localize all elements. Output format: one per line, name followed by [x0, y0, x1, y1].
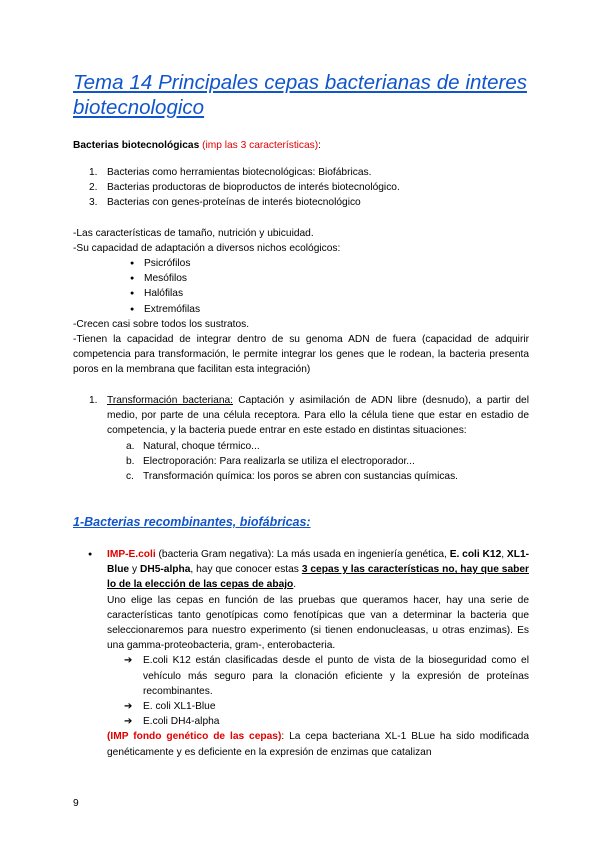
strain-dh5-alpha: DH5-alpha [140, 564, 191, 576]
ecoli-paragraph-2: Uno elige las cepas en función de las pruebas que queramos hacer, hay una serie de características tanto genotípicas como fenotípicas que van a determinar la bacteria que seleccionaremos para nuestro experimento (si tienen endonucleasas, u otras enzimas). Es una gamma-proteobacteria, gram-, enterobacteria. [107, 594, 529, 652]
list-item: ● Psicrófilos [73, 256, 529, 271]
list-text: Bacterias productoras de bioproductos de interés biotecnológico. [107, 182, 400, 194]
list-letter: c. [126, 471, 134, 483]
text-fragment: , hay que conocer estas [190, 564, 302, 576]
list-text: Bacterias como herramientas biotecnológicas: Biofábricas. [107, 167, 372, 178]
list-letter: b. [126, 455, 135, 467]
arrow-icon: ➔ [124, 701, 133, 713]
paragraph-integration: -Tienen la capacidad de integrar dentro de su genoma ADN de fuera (capacidad de adquirir competencia para transformación, le permite integrar los genes que le rodean, la bacteria presenta poros en la membrana que facilitan esta integración) [73, 334, 529, 376]
bullet-list-niches [73, 256, 529, 317]
section-heading-recombinantes: 1-Bacterias recombinantes, biofábricas: [73, 515, 311, 529]
heading-note: (imp las 3 características) [202, 140, 319, 151]
text-fragment: (bacteria Gram negativa): La más usada en ingeniería genética, [155, 549, 450, 560]
list-text: Bacterias con genes-proteínas de interés biotecnológico [107, 197, 361, 209]
list-item [126, 439, 529, 454]
arrow-text: E.coli DH4-alpha [143, 716, 220, 728]
transformation-item [73, 393, 529, 484]
ecoli-bullet [73, 547, 529, 760]
arrow-item [107, 714, 529, 729]
list-number: 1. [89, 167, 98, 178]
list-item [73, 180, 529, 195]
paragraph-adaptation: -Su capacidad de adaptación a diversos nichos ecológicos: [73, 243, 341, 254]
paragraph-characteristics: -Las características de tamaño, nutrición y ubicuidad. [73, 228, 314, 239]
imp-ecoli-label: IMP-E.coli [107, 549, 156, 560]
list-number: 3. [89, 197, 98, 209]
ecoli-paragraph-3 [107, 729, 529, 759]
page-number: 9 [73, 798, 79, 809]
heading-bacterias-biotecnologicas [73, 138, 529, 153]
heading-main: Bacterias biotecnológicas [73, 140, 200, 151]
document-title: Tema 14 Principales cepas bacterianas de interes biotecnologico [73, 71, 527, 119]
transformation-term: Transformación bacteriana: [107, 395, 233, 406]
strain-k12: E. coli K12 [449, 549, 502, 560]
list-item: ● Halófilas [73, 286, 529, 301]
list-item [126, 454, 529, 469]
heading-colon: : [318, 140, 322, 151]
numbered-list-bacteria-types [73, 165, 529, 211]
text-fragment: . [293, 579, 297, 591]
arrow-text: E. coli XL1-Blue [143, 701, 216, 713]
list-item [73, 195, 529, 210]
paragraph-substrates: -Crecen casi sobre todos los sustratos. [73, 319, 250, 330]
list-text: Electroporación: Para realizarla se utiliza el electroporador... [143, 455, 415, 467]
list-item [73, 165, 529, 180]
transformation-sublist [126, 439, 529, 485]
list-item: ● Mesófilos [73, 271, 529, 286]
emphasis-underlined: 3 cepas y las características no, hay que saber lo de la elección de las cepas de abajo [107, 564, 529, 591]
list-number: 1. [89, 395, 98, 406]
arrow-icon: ➔ [124, 655, 133, 667]
arrow-item [107, 699, 529, 714]
imp-fondo-genetico-label: (IMP fondo genético de las cepas) [107, 731, 282, 743]
transformation-text: Captación y asimilación de ADN libre (desnudo), a partir del medio, por parte de una célula receptora. Para ello la célula tiene que estar en estadio de competencia, y la bacteria puede entrar en este estado en distintas situaciones: [107, 395, 529, 437]
arrow-text: E.coli K12 están clasificadas desde el punto de vista de la bioseguridad como el vehículo más seguro para la clonación eficiente y la expresión de proteínas recombinantes. [143, 655, 529, 697]
text-fragment: : La cepa bacteriana XL-1 BLue ha sido modificada genéticamente y es deficiente en la expresión de enzimas que catalizan [107, 731, 529, 758]
list-letter: a. [126, 440, 135, 452]
arrow-item [107, 653, 529, 699]
text-fragment: y [129, 564, 140, 576]
list-number: 2. [89, 182, 98, 194]
strain-xl1-blue: XL1-Blue [107, 549, 529, 576]
list-item: ● Extremófilas [73, 302, 529, 317]
ecoli-paragraph-1 [107, 547, 529, 593]
list-text: Transformación química: los poros se abren con sustancias químicas. [143, 471, 459, 483]
bullet-dot: ● [88, 551, 93, 558]
arrow-icon: ➔ [124, 716, 133, 728]
text-fragment: , [501, 549, 507, 560]
list-text: Natural, choque térmico... [143, 440, 260, 452]
list-item [126, 469, 529, 484]
